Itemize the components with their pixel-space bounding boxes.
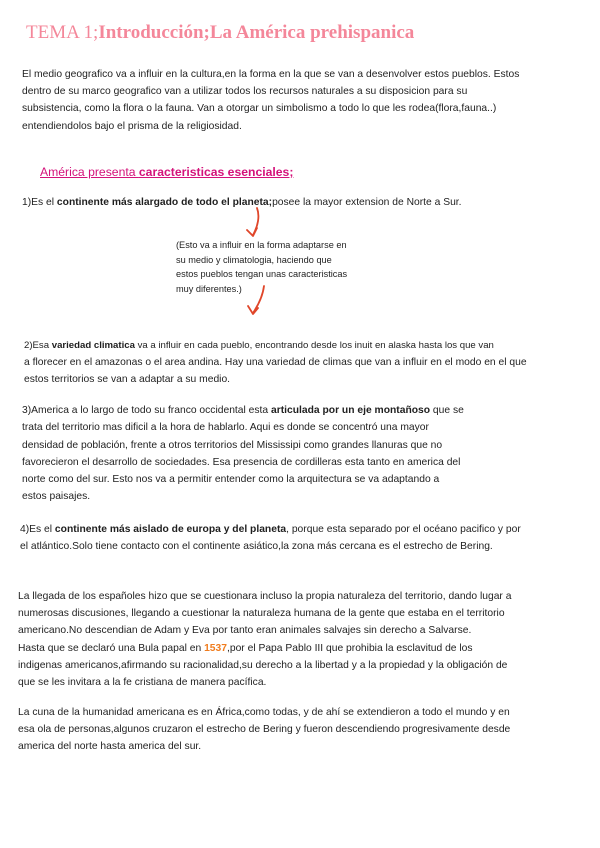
text-line: estos territorios se van a adaptar a su medio. — [24, 374, 231, 386]
point-3-text: que se — [430, 405, 464, 416]
text-line: densidad de población, frente a otros territorios del Mississipi como grandes llanuras que no — [22, 439, 443, 451]
text-line: a florecer en el amazonas o el area andina. Hay una variedad de climas que van a influir en el modo en el que — [24, 357, 527, 369]
text-line: estos paisajes. — [22, 491, 91, 503]
text-line: La llegada de los españoles hizo que se cuestionara incluso la propia naturaleza del territorio, dando lugar a — [18, 591, 512, 602]
text-line: El medio geografico va a influir en la cultura,en la forma en la que se van a desenvolver estos pueblos. Estos — [22, 69, 520, 80]
arrow-down-icon — [240, 206, 270, 240]
point-2-bold: variedad climatica — [51, 340, 135, 351]
section-subheading — [40, 165, 293, 179]
text-line: dentro de su marco geografico van a utilizar todos los recursos naturales a su disposicion para su — [22, 86, 468, 98]
subheading-bold: caracteristicas esenciales; — [138, 165, 294, 179]
point-4 — [20, 521, 521, 555]
text-line: indigenas americanos,afirmando su racionalidad,su derecho a la libertad y a la propiedad y la obligación de — [18, 659, 508, 671]
text-line: esa ola de personas,algunos cruzaron el estrecho de Bering y fueron descendiendo progresivamente desde — [18, 724, 511, 736]
text-line: trata del territorio mas dificil a la hora de hablarlo. Aqui es donde se concentró una mayor — [22, 422, 429, 434]
text-line: america del norte hasta america del sur. — [18, 741, 202, 753]
text-line — [18, 640, 511, 657]
point-1-bold: continente más alargado de todo el planeta; — [56, 197, 273, 208]
point-4-bold: continente más aislado de europa y del planeta — [54, 524, 287, 535]
intro-paragraph — [22, 66, 519, 135]
text-line: La cuna de la humanidad americana es en África,como todas, y de ahí se extendieron a todo el mundo y en — [18, 707, 510, 718]
title-main: Introducción;La América prehispanica — [98, 22, 415, 43]
paragraph-llegada — [18, 588, 511, 691]
note-line: su medio y climatologia, haciendo que — [176, 254, 332, 265]
paragraph-cuna — [18, 704, 510, 756]
page-title — [26, 22, 414, 44]
point-2-text: va a influir en cada pueblo, encontrando desde los inuit en alaska hasta los que van — [134, 340, 494, 351]
point-2 — [24, 337, 527, 389]
note-line: muy diferentes.) — [176, 283, 242, 294]
text-line: favorecieron el desarrollo de sociedades. Esa presencia de cordilleras esta tanto en america del — [22, 456, 461, 468]
point-4-text: , porque esta separado por el océano pacifico y por — [286, 524, 521, 535]
text-line: entendiendolos bajo el prisma de la religiosidad. — [22, 120, 242, 132]
text-line: el atlántico.Solo tiene contacto con el continente asiático,la zona más cercana es el estrecho de Bering. — [20, 541, 493, 553]
point-3-prefix: 3)America a lo largo de todo su franco occidental esta — [22, 405, 271, 416]
text-line — [20, 521, 521, 538]
text-line: numerosas discusiones, llegando a cuestionar la naturaleza humana de la gente que estaba en el territorio — [18, 608, 505, 620]
text-line — [24, 337, 527, 354]
text-line: norte como del sur. Esto nos va a permitir entender como la arquitectura se va adaptando a — [22, 474, 440, 486]
text-line: subsistencia, como la flora o la fauna. Van a otorgar un simbolismo a todo lo que les rodea(flora,fauna..) — [22, 103, 497, 115]
point-1-prefix: 1)Es el — [22, 197, 57, 208]
point-3-bold: articulada por un eje montañoso — [270, 405, 431, 416]
point-4-prefix: 4)Es el — [20, 524, 55, 535]
arrow-down-icon — [244, 284, 274, 318]
text-line: que se les invitara a la fe cristiana de manera pacífica. — [18, 677, 267, 689]
note-line: (Esto va a influir en la forma adaptarse en — [176, 240, 347, 250]
point-2-prefix: 2)Esa — [24, 340, 52, 351]
point-1-text: posee la mayor extension de Norte a Sur. — [272, 197, 462, 208]
note-line: estos pueblos tengan unas caracteristicas — [176, 269, 348, 280]
title-prefix: TEMA 1; — [26, 22, 99, 43]
point-3 — [22, 402, 464, 506]
text-line — [22, 402, 464, 419]
year-highlight: 1537 — [204, 642, 227, 654]
bula-text-cont: ,por el Papa Pablo III que prohibia la esclavitud de los — [226, 642, 473, 654]
text-line: americano.No descendian de Adam y Eva por tanto eran animales salvajes sin derecho a Salvarse. — [18, 625, 472, 637]
bula-text: Hasta que se declaró una Bula papal en — [18, 642, 205, 654]
subheading-text: América presenta — [40, 165, 139, 179]
